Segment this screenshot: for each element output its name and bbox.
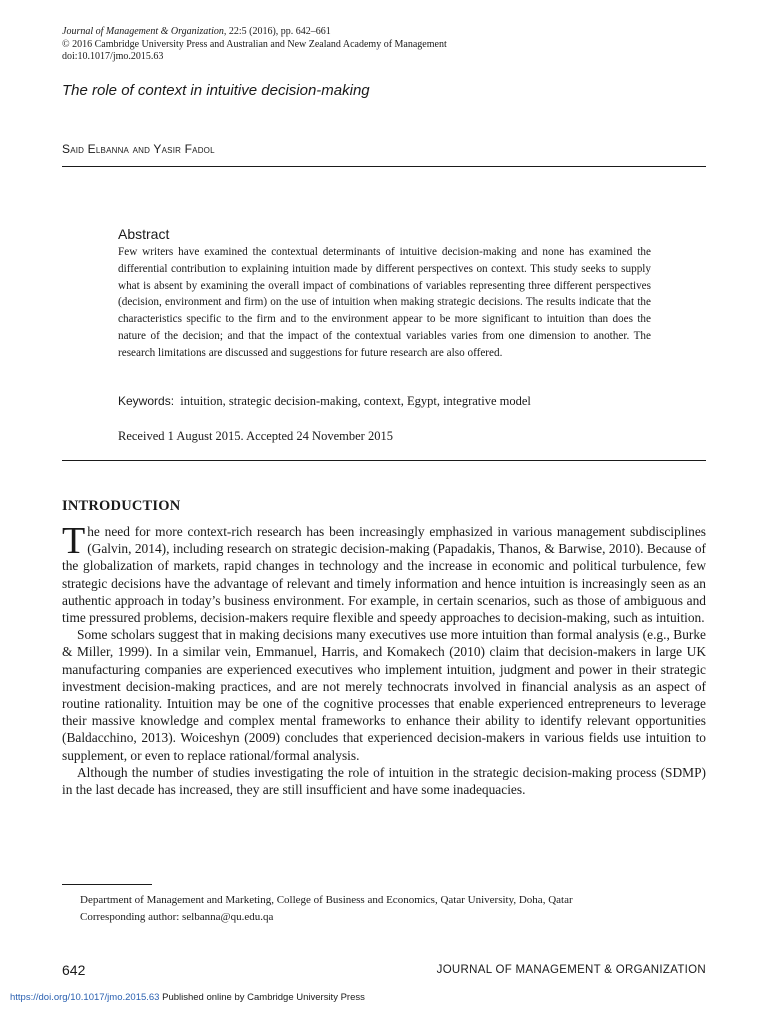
affiliation: Department of Management and Marketing, College of Business and Economics, Qatar University, Doha, Qatar <box>80 894 573 906</box>
abstract-rule <box>62 460 706 461</box>
header-rule <box>62 166 706 167</box>
received-dates: Received 1 August 2015. Accepted 24 November 2015 <box>118 429 393 443</box>
article-title: The role of context in intuitive decision-making <box>62 82 370 99</box>
keywords-line <box>118 394 651 409</box>
volume-info: 22:5 (2016), pp. 642–661 <box>226 26 331 37</box>
abstract-text: Few writers have examined the contextual determinants of intuitive decision-making and none has examined the differential contribution to explaining intuition made by different perspectives on context. This study seeks to supply what is absent by examining the overall impact of combinations of variables representing three different perspectives (decision, environment and firm) on the use of intuition when making strategic decisions. The results indicate that the characteristics specific to the firm and to the environment appear to be more significant to intuition than does the nature of the decision; and that the impact of the contextual variables varies from one dimension to another. The research limitations are discussed and suggestions for future research are also offered. <box>118 246 651 359</box>
page-number: 642 <box>62 962 86 978</box>
keywords-label: Keywords: <box>118 394 175 408</box>
running-footer: JOURNAL OF MANAGEMENT & ORGANIZATION <box>436 964 706 976</box>
journal-meta <box>62 26 702 64</box>
keywords-text: intuition, strategic decision-making, context, Egypt, integrative model <box>180 394 531 408</box>
published-online-text: Published online by Cambridge University Press <box>159 992 365 1003</box>
author-list: Said Elbanna and Yasir Fadol <box>62 142 215 156</box>
introduction-body <box>62 520 706 798</box>
corresponding-author: Corresponding author: selbanna@qu.edu.qa <box>80 911 274 923</box>
journal-citation <box>62 26 702 39</box>
abstract-heading: Abstract <box>118 226 170 242</box>
introduction-heading: INTRODUCTION <box>62 498 181 514</box>
journal-name: Journal of Management & Organization, <box>62 26 227 37</box>
doi-link[interactable]: https://doi.org/10.1017/jmo.2015.63 <box>10 992 160 1003</box>
abstract-section <box>118 226 651 362</box>
doi-line: doi:10.1017/jmo.2015.63 <box>62 51 164 63</box>
download-line <box>10 992 365 1003</box>
paragraph-1 <box>62 520 706 626</box>
paragraph-1-text: he need for more context-rich research has been increasingly emphasized in various management subdisciplines (Galvin, 2014), including research on strategic decision-making (Papadakis, Thanos, & Barwise, 2010). Because of the globalization of markets, rapid changes in technology and the increase in economic and political turbulence, few strategic decisions have the advantage of relevant and timely information and hence intuition is increasingly seen as an authentic approach in today’s business environment. For example, in certain scenarios, such as those of ambiguous and time pressured problems, decision-makers require flexible and speedy approaches to decision-making, such as intuition. <box>62 524 706 626</box>
footnote-rule <box>62 884 152 885</box>
paragraph-2: Some scholars suggest that in making decisions many executives use more intuition than formal analysis (e.g., Burke & Miller, 1999). In a similar vein, Emmanuel, Harris, and Komakech (2010) claim that decision-makers in large UK manufacturing companies are experienced executives who implement intuition, judgment and power in their strategic investment decision-making practices, and are not merely technocrats involved in financial analysis as an aspect of routine rationality. Intuition may be one of the cognitive processes that enable experienced entrepreneurs to leverage their massive knowledge and complex mental frameworks to enhance their ability to identify relevant opportunities (Baldacchino, 2013). Woiceshyn (2009) concludes that experienced decision-makers in various fields use intuition to supplement, or even to replace rational/formal analysis. <box>62 627 706 763</box>
copyright-line: © 2016 Cambridge University Press and Australian and New Zealand Academy of Management <box>62 38 447 50</box>
footnote <box>80 892 706 926</box>
paragraph-3: Although the number of studies investigating the role of intuition in the strategic decision-making process (SDMP) in the last decade has increased, they are still insufficient and have some inadequacies. <box>62 764 706 798</box>
drop-cap: T <box>62 520 86 562</box>
